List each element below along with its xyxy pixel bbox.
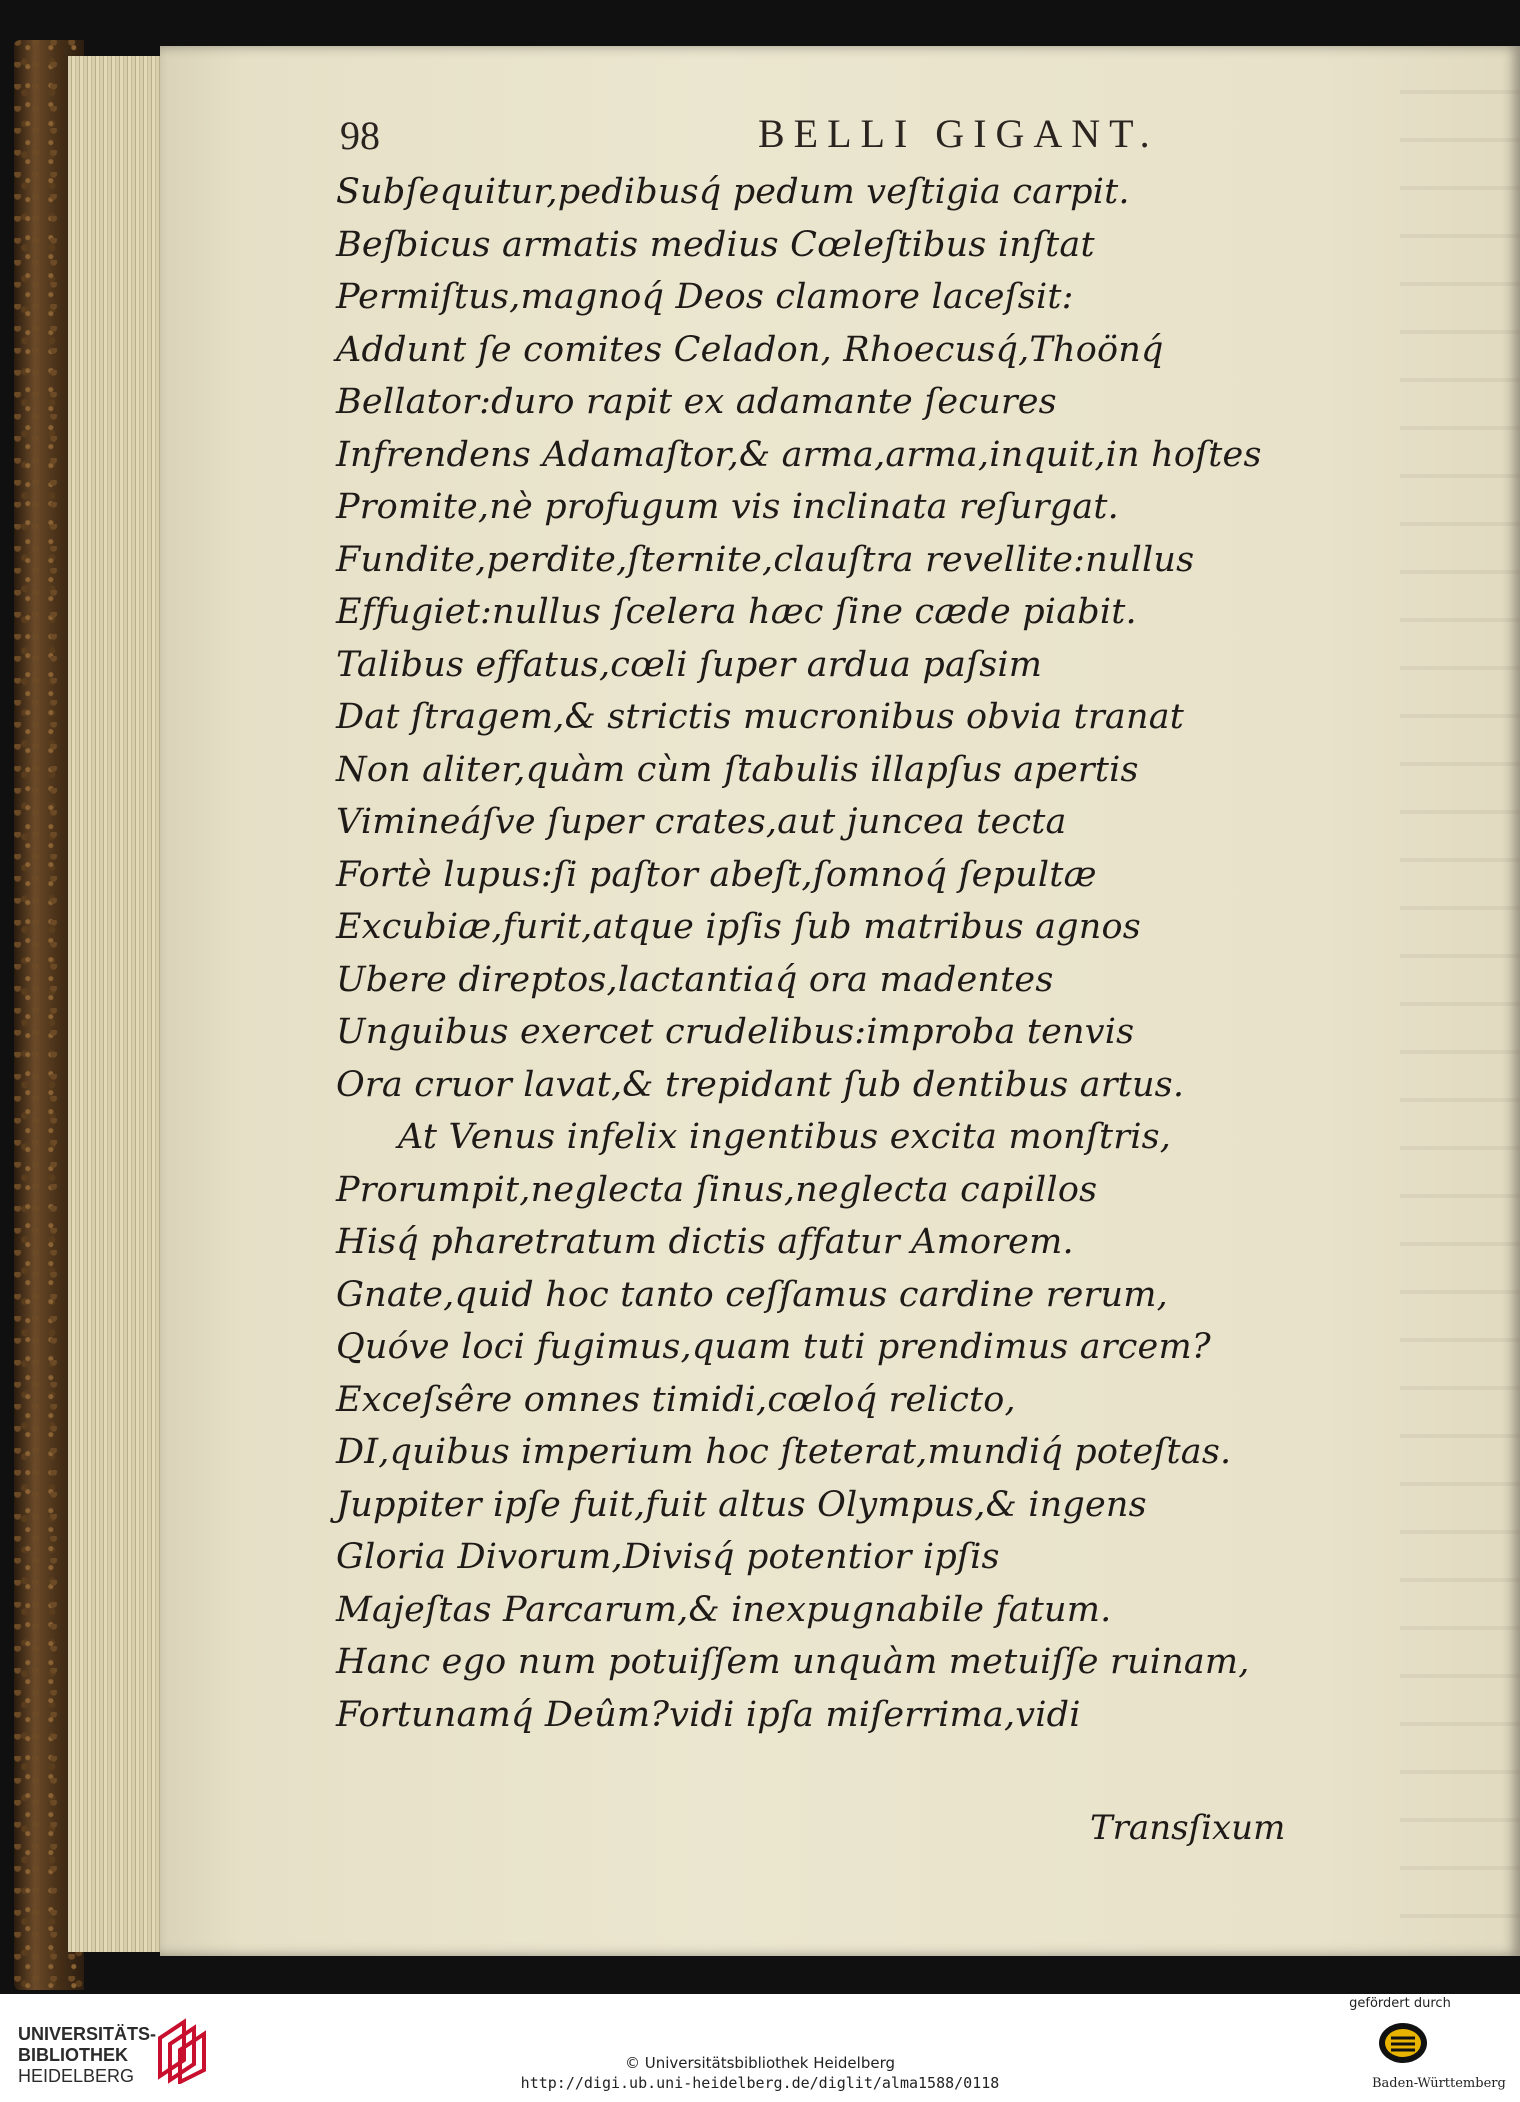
library-name-line1: UNIVERSITÄTS- [18, 2024, 157, 2044]
verse-line: Majeſtas Parcarum,& inexpugnabile fatum. [336, 1589, 1112, 1630]
verse-line: Exceſsêre omnes timidi,cœloq́ relicto, [336, 1379, 1016, 1420]
verse-line: Dat ſtragem,& strictis mucronibus obvia tranat [336, 697, 1185, 737]
verse-line: Gloria Divorum,Divisq́ potentior ipſis [336, 1537, 1000, 1577]
page-number: 98 [340, 113, 380, 158]
verse-line: Permiſtus,magnoq́ Deos clamore laceſsit: [336, 277, 1074, 317]
verse-line: Infrendens Adamaſtor,& arma,arma,inquit,in hoſtes [336, 434, 1262, 475]
verse-line: Effugiet:nullus ſcelera hæc ſine cæde piabit. [336, 592, 1137, 632]
verse-line: Addunt ſe comites Celadon, Rhoecusq́,Thoönq́ [336, 329, 1164, 370]
verse-line: Ubere direptos,lactantiaq́ ora madentes [336, 959, 1054, 1000]
copyright-notice: © Universitätsbibliothek Heidelberg [624, 2054, 895, 2072]
running-title: BELLI GIGANT. [758, 111, 1159, 156]
verse-line: Hisq́ pharetratum dictis affatur Amorem. [336, 1222, 1074, 1262]
verse-line: Ora cruor lavat,& trepidant ſub dentibus artus. [336, 1064, 1185, 1105]
verse-line: Talibus effatus,cœli ſuper ardua paſsim [336, 644, 1043, 685]
permalink[interactable]: http://digi.ub.uni-heidelberg.de/diglit/alma1588/0118 [520, 2074, 1000, 2092]
verse-line: Gnate,quid hoc tanto ceſſamus cardine rerum, [336, 1274, 1168, 1315]
verse-list [336, 166, 1336, 1741]
running-head [340, 62, 1200, 158]
verse-line: Fortunamq́ Deûm?vidi ipſa miſerrima,vidi [336, 1694, 1081, 1735]
viewer-footer [0, 1994, 1520, 2102]
funder-name: Baden-Württemberg [1372, 2076, 1506, 2091]
verse-line: Fortè lupus:ſi paſtor abeſt,ſomnoq́ ſepultæ [336, 854, 1097, 895]
verse-line: Juppiter ipſe fuit,fuit altus Olympus,& ingens [336, 1484, 1147, 1525]
library-name-line2: BIBLIOTHEK [18, 2045, 128, 2065]
verse-line: Unguibus exercet crudelibus:improba tenvis [336, 1012, 1135, 1052]
catchword: Transſixum [1090, 1808, 1286, 1848]
verse-line: At Venus infelix ingentibus excita monſtris, [398, 1117, 1172, 1157]
verse-line: DI,quibus imperium hoc ſteterat,mundiq́ poteſtas. [336, 1432, 1232, 1472]
verse-line: Vimineáſve ſuper crates,aut juncea tecta [336, 802, 1067, 842]
verse-line: Excubiæ,furit,atque ipſis ſub matribus agnos [336, 907, 1141, 947]
page-edges [68, 56, 163, 1952]
verse-line: Beſbicus armatis medius Cœleſtibus inſtat [336, 224, 1095, 265]
verse-line: Fundite,perdite,ſternite,clauſtra revellite:nullus [336, 539, 1195, 580]
verse-line: Hanc ego num potuiſſem unquàm metuiſſe ruinam, [336, 1642, 1250, 1682]
verse-line: Bellator:duro rapit ex adamante ſecures [336, 382, 1057, 422]
baden-wuerttemberg-crest-icon[interactable] [1378, 2018, 1428, 2068]
verse-line: Promite,nè profugum vis inclinata reſurgat. [336, 487, 1119, 527]
funded-by-label: gefördert durch [1349, 1996, 1451, 2011]
library-name-line3: HEIDELBERG [18, 2066, 135, 2086]
verse-line: Quóve loci fugimus,quam tuti prendimus arcem? [336, 1327, 1211, 1367]
verse-line: Non aliter,quàm cùm ſtabulis illapſus apertis [336, 749, 1139, 790]
verse-line: Subſequitur,pedibusq́ pedum veſtigia carpit. [336, 172, 1130, 212]
show-through [1400, 46, 1520, 1956]
verse-line: Prorumpit,neglecta ſinus,neglecta capillos [336, 1169, 1098, 1210]
